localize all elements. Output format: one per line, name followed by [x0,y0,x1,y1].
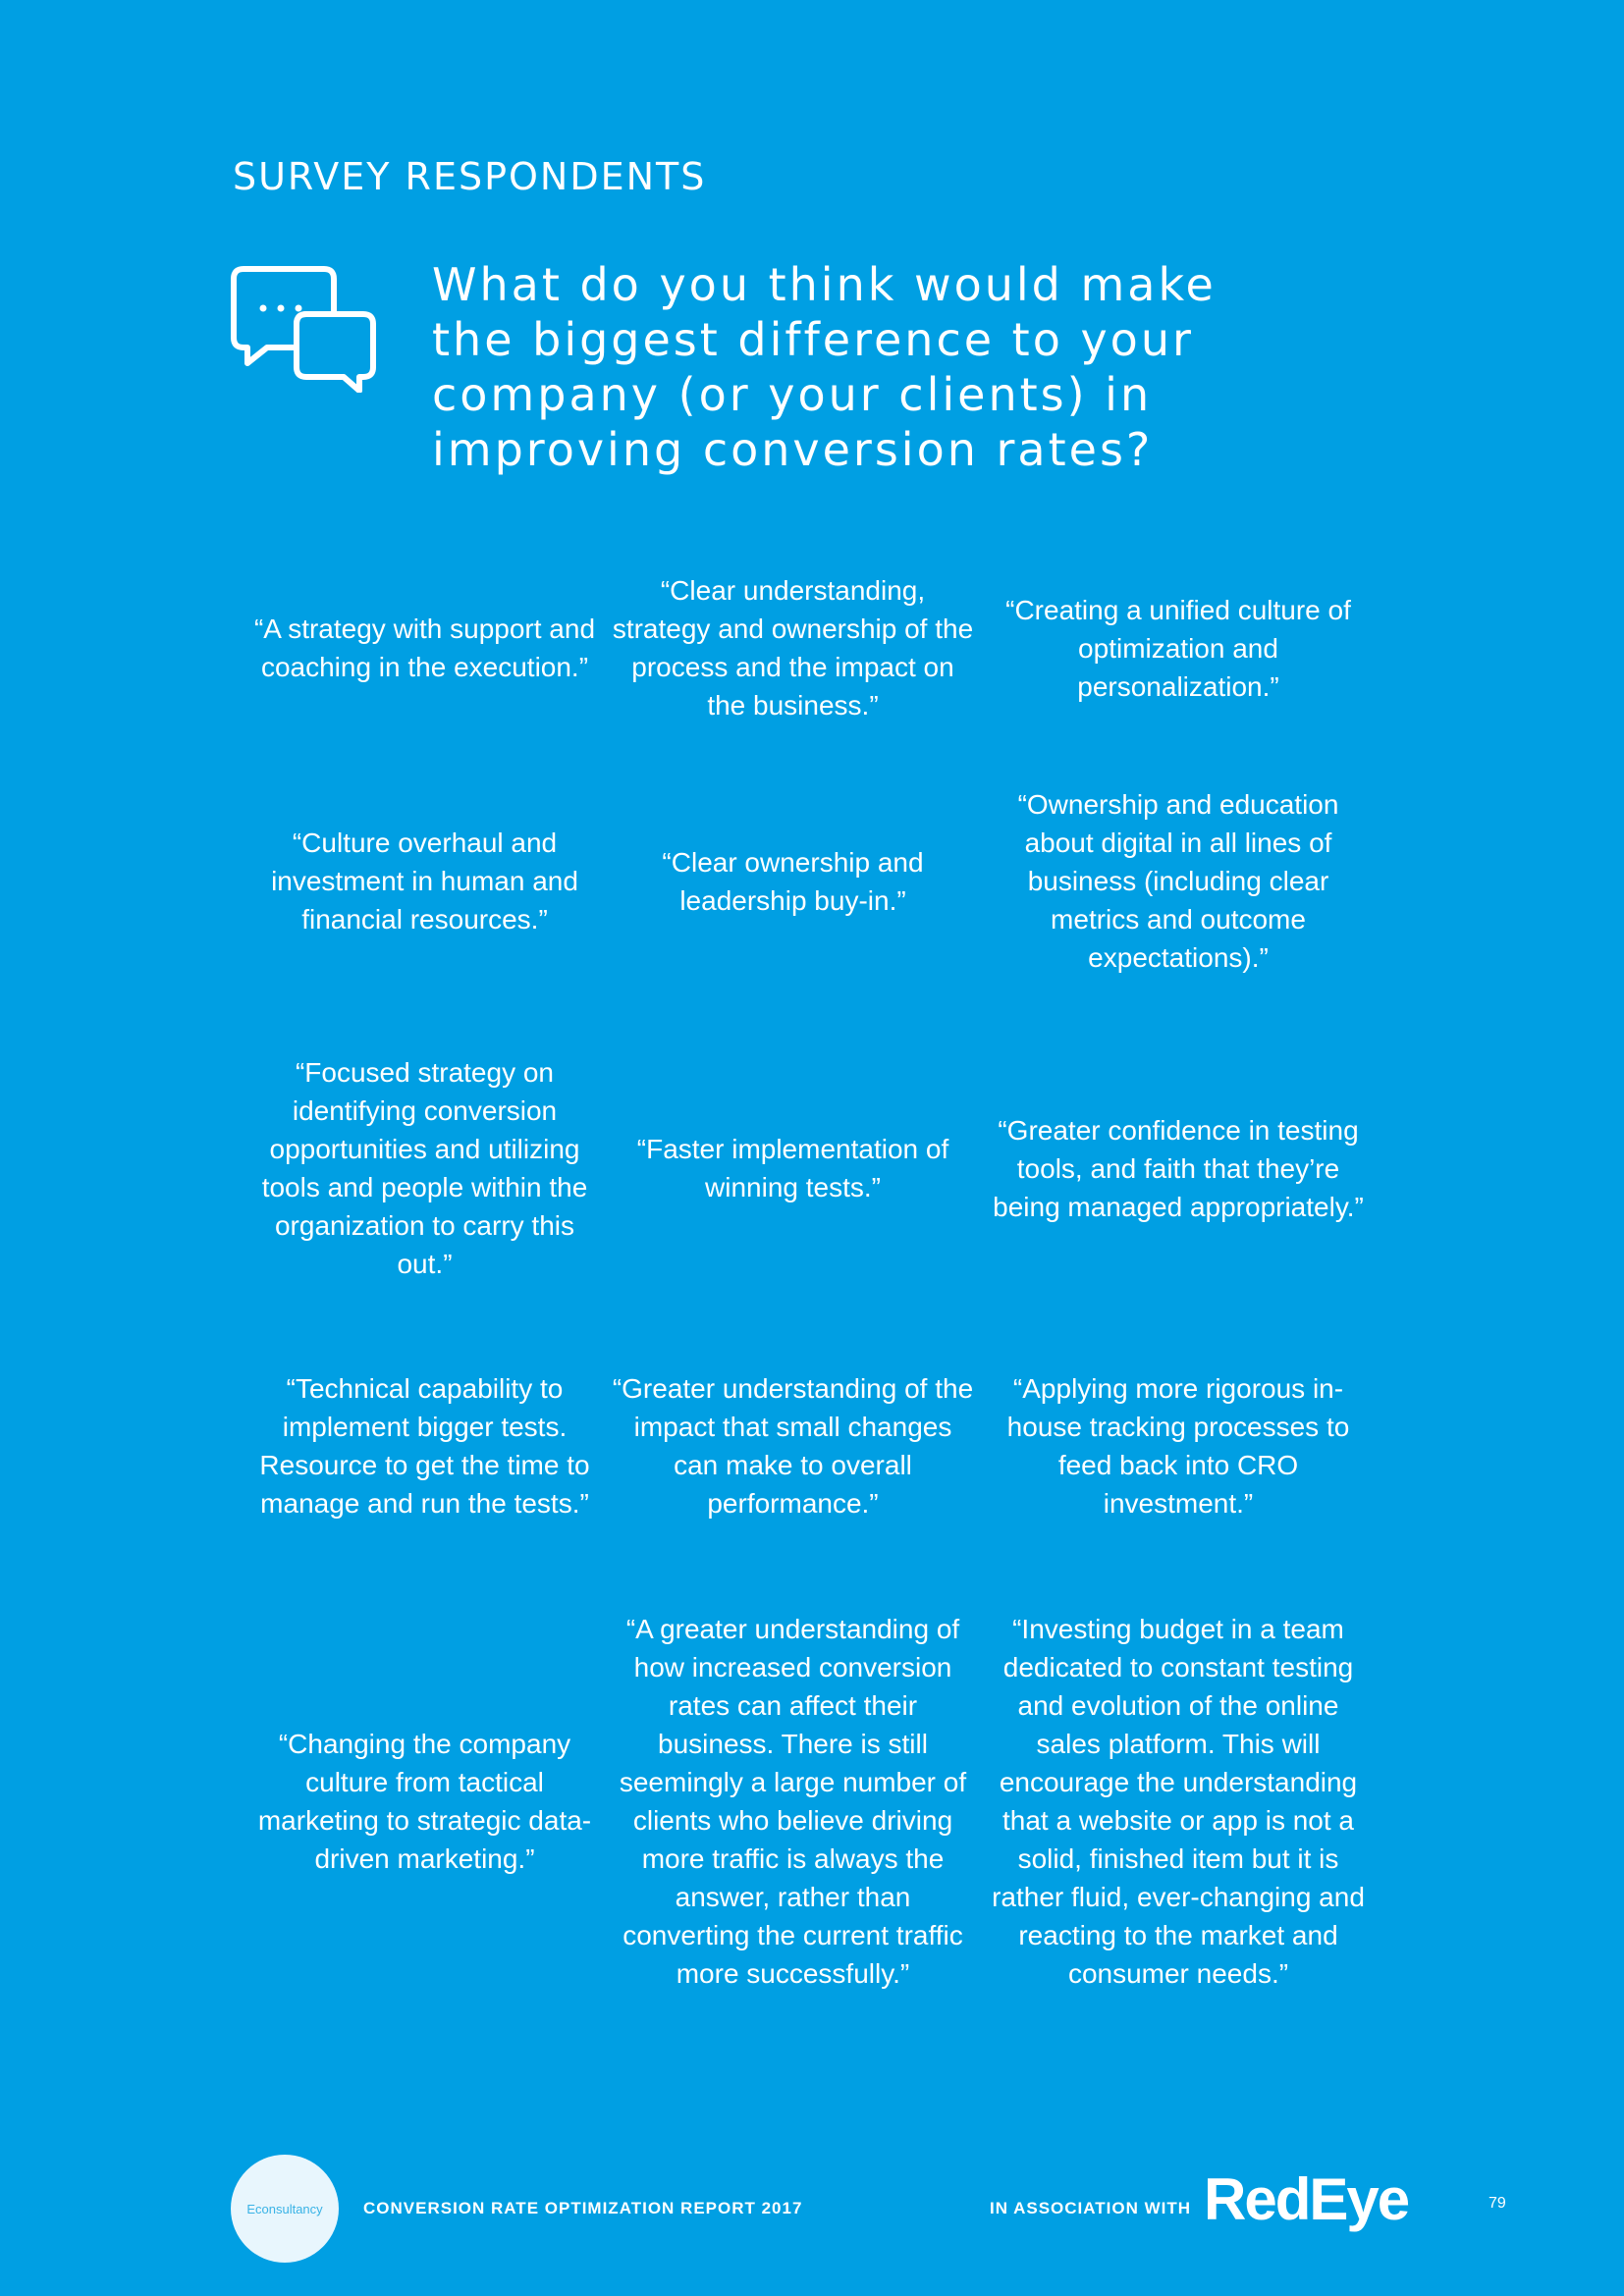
quote: “Investing budget in a team dedicated to constant testing and evolution of the online sales platform. This will encourage the understanding that a website or app is not a solid, finished item but it is rather fluid, ever-changing and reacting to the market and consumer needs.” [992,1614,1365,1989]
association-text: IN ASSOCIATION WITH [990,2199,1192,2217]
quote: “Applying more rigorous in-house tracking processes to feed back into CRO investment.” [1006,1372,1350,1519]
survey-question: What do you think would make the biggest difference to your company (or your clients) in improving conversion rates? [432,258,1217,476]
speech-bubbles-icon [230,265,377,393]
page-number: 79 [1489,2195,1506,2212]
quote: “Greater understanding of the impact that small changes can make to overall performance.” [612,1372,974,1519]
quote: “Focused strategy on identifying conversion opportunities and utilizing tools and people within the organization to carry this out.” [261,1057,588,1279]
quote: “Culture overhaul and investment in human and financial resources.” [271,828,578,934]
quote: “Greater confidence in testing tools, and faith that they’re being managed appropriately.” [993,1114,1364,1222]
quote: “A greater understanding of how increased conversion rates can affect their business. There is still seemingly a large number of clients who believe driving more traffic is always the answer, rather than converting the current traffic more successfully.” [619,1614,967,1989]
quotes-grid [245,550,1375,2032]
quote: “Changing the company culture from tactical marketing to strategic data-driven marketing.” [257,1729,592,1874]
section-label: SURVEY RESPONDENTS [233,155,707,198]
quote: “Technical capability to implement bigger tests. Resource to get the time to manage and run the tests.” [259,1372,590,1519]
report-title: CONVERSION RATE OPTIMIZATION REPORT 2017 [363,2199,803,2217]
quote: “Ownership and education about digital in all lines of business (including clear metrics and outcome expectations).” [1017,789,1339,973]
quote: “Faster implementation of winning tests.” [636,1134,949,1202]
quote: “Creating a unified culture of optimization and personalization.” [1005,594,1351,702]
quote: “A strategy with support and coaching in the execution.” [253,614,596,682]
econsultancy-logo: Econsultancy [231,2155,339,2263]
redeye-logo: RedEye [1204,2166,1409,2232]
quote: “Clear ownership and leadership buy-in.” [662,846,924,916]
quote: “Clear understanding, strategy and ownership of the process and the impact on the business.” [612,575,974,721]
